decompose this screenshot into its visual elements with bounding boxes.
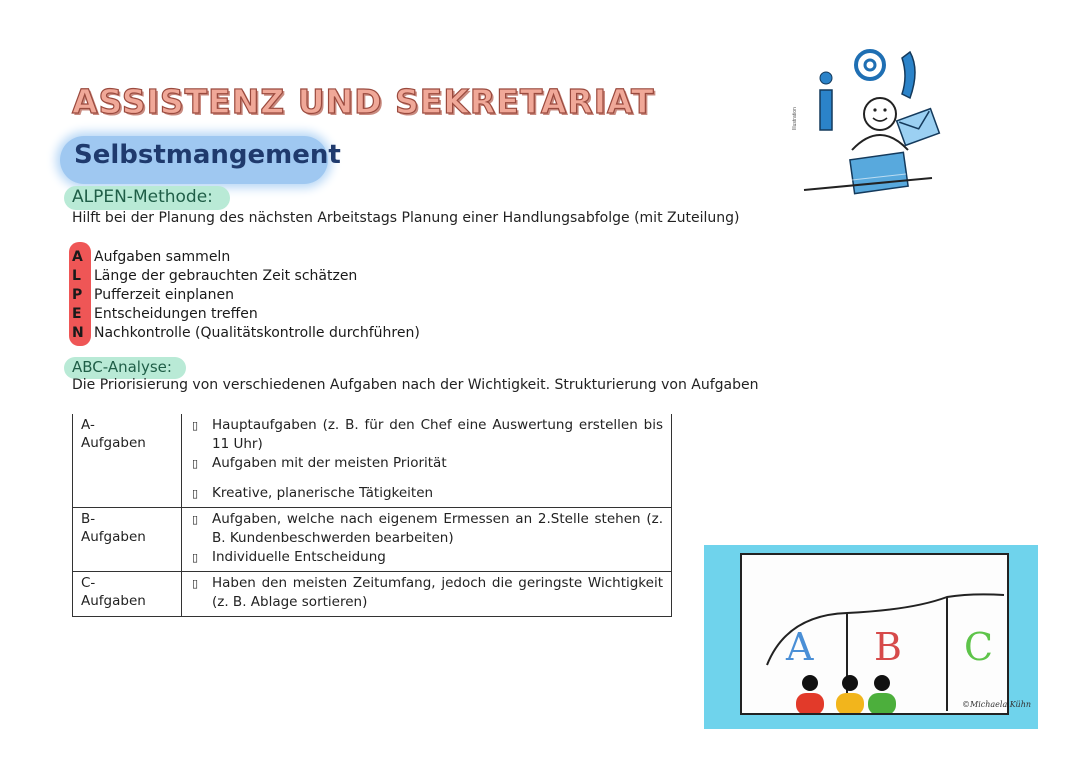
points-cell [182,508,672,572]
people-group [796,675,896,713]
list-item: ▯ Kreative, planerische Tätigkeiten [192,485,434,501]
category-prefix: A- [81,417,95,433]
points-cell [182,414,672,508]
illustration-credit: Illustration [792,107,798,130]
alpen-letter: E [72,306,82,322]
bullet-icon: ▯ [192,457,199,470]
category-label: Aufgaben [81,593,146,609]
abc-letter-c: C [964,625,994,669]
abc-board-drawing [742,555,1007,713]
laptop-icon [850,152,908,193]
alpen-letter: N [72,325,84,341]
list-item: ▯ Individuelle Entscheidung [192,549,386,565]
image-credit: ©Michaela Kühn [962,700,1032,709]
alpen-description: Hilft bei der Planung des nächsten Arbeitstags Planung einer Handlungsabfolge (mit Zuteilung) [72,210,740,226]
abc-letter-b: B [874,625,902,669]
alpen-letter: A [72,249,83,265]
person-head [864,98,896,130]
abc-heading: ABC-Analyse: [72,358,172,376]
bullet-icon: ▯ [192,487,199,500]
bullet-icon: ▯ [192,513,199,526]
person-red-head [802,675,818,691]
alpen-item [72,324,420,343]
info-icon [820,72,832,130]
abc-description: Die Priorisierung von verschiedenen Aufgaben nach der Wichtigkeit. Strukturierung von Aufgaben [72,377,759,393]
person-yellow-body [836,693,864,713]
alpen-letter: L [72,268,81,284]
person-red-body [796,693,824,713]
alpen-item-text: Nachkontrolle (Qualitätskontrolle durchführen) [94,325,420,341]
at-sign-icon [856,51,884,79]
category-label: Aufgaben [81,529,146,545]
person-green-head [874,675,890,691]
abc-letter-a: A [786,625,814,669]
list-item: ▯ Aufgaben, welche nach eigenem Ermessen an 2.Stelle stehen (z. B. Kundenbeschwerden bearbeiten) [192,511,663,546]
envelope-icon [897,109,940,146]
points-cell [182,572,672,617]
office-doodle-illustration [782,40,942,200]
person-yellow-head [842,675,858,691]
bullet-icon: ▯ [192,551,199,564]
alpen-item [72,248,420,267]
subtitle: Selbstmangement [74,140,341,170]
category-prefix: B- [81,511,96,527]
alpen-item-text: Pufferzeit einplanen [94,287,234,303]
phone-icon [902,52,915,98]
table-row [73,414,672,508]
person-green-body [868,693,896,713]
table-row [73,572,672,617]
alpen-heading: ALPEN-Methode: [72,187,213,207]
alpen-list [72,248,420,343]
alpen-letter: P [72,287,83,303]
alpen-item-text: Aufgaben sammeln [94,249,231,265]
alpen-item [72,305,420,324]
table-row [73,508,672,572]
alpen-item [72,286,420,305]
abc-table [72,414,672,617]
page-title: ASSISTENZ UND SEKRETARIAT [72,82,655,121]
list-item: ▯ Hauptaufgaben (z. B. für den Chef eine Auswertung erstellen bis 11 Uhr) [192,417,663,452]
bullet-icon: ▯ [192,577,199,590]
alpen-item-text: Länge der gebrauchten Zeit schätzen [94,268,358,284]
category-cell [73,572,182,617]
category-cell [73,414,182,508]
category-cell [73,508,182,572]
bullet-icon: ▯ [192,419,199,432]
category-label: Aufgaben [81,435,146,451]
alpen-item [72,267,420,286]
alpen-item-text: Entscheidungen treffen [94,306,258,322]
category-prefix: C- [81,575,96,591]
list-item: ▯ Aufgaben mit der meisten Priorität [192,455,447,471]
list-item: ▯ Haben den meisten Zeitumfang, jedoch die geringste Wichtigkeit (z. B. Ablage sortieren) [192,575,663,610]
